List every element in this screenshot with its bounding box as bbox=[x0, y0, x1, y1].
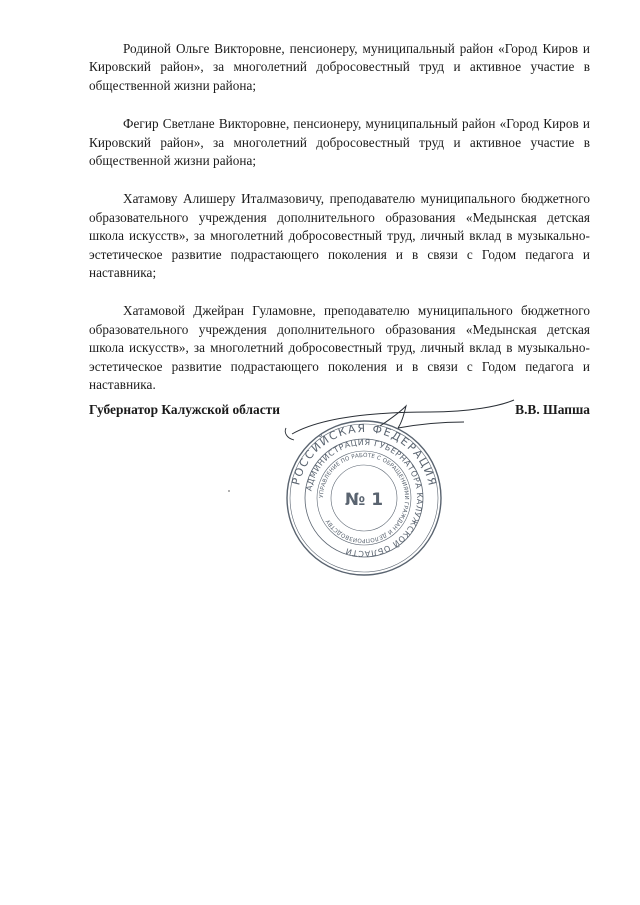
scan-speck bbox=[228, 490, 230, 492]
award-paragraph-4: Хатамовой Джейран Гуламовне, преподавателю муниципального бюджетного образовательного учреждения дополнительного образования «Медынская детская школа искусств», за многолетний добросовестный труд, личный вклад в музыкально-эстетическое развитие подрастающего поколения и в связи с Годом педагога и наставника. bbox=[89, 303, 590, 393]
award-paragraph-1: Родиной Ольге Викторовне, пенсионеру, муниципальный район «Город Киров и Кировский район», за многолетний добросовестный труд и активное участие в общественной жизни района; bbox=[89, 41, 590, 93]
seal-middle-text: АДМИНИСТРАЦИЯ ГУБЕРНАТОРА КАЛУЖСКОЙ ОБЛАСТИ bbox=[304, 437, 425, 559]
signatory-title: Губернатор Калужской области bbox=[89, 402, 280, 417]
seal-outer-text: РОССИЙСКАЯ ФЕДЕРАЦИЯ bbox=[289, 421, 440, 489]
award-paragraph-2: Фегир Светлане Викторовне, пенсионеру, муниципальный район «Город Киров и Кировский район», за многолетний добросовестный труд и активное участие в общественной жизни района; bbox=[89, 116, 590, 169]
handwritten-signature bbox=[280, 398, 520, 448]
signatory-name: В.В. Шапша bbox=[515, 402, 590, 417]
seal-number: № 1 bbox=[344, 490, 384, 510]
seal-inner-text: УПРАВЛЕНИЕ ПО РАБОТЕ С ОБРАЩЕНИЯМИ ГРАЖДАН И ДЕЛОПРОИЗВОДСТВУ bbox=[318, 452, 410, 544]
award-paragraph-3: Хатамову Алишеру Италмазовичу, преподавателю муниципального бюджетного образовательного учреждения дополнительного образования «Медынская детская школа искусств», за многолетний добросовестный труд, личный вклад в музыкально-эстетическое развитие подрастающего поколения и в связи с Годом педагога и наставника; bbox=[89, 191, 590, 281]
document-body bbox=[89, 40, 590, 395]
